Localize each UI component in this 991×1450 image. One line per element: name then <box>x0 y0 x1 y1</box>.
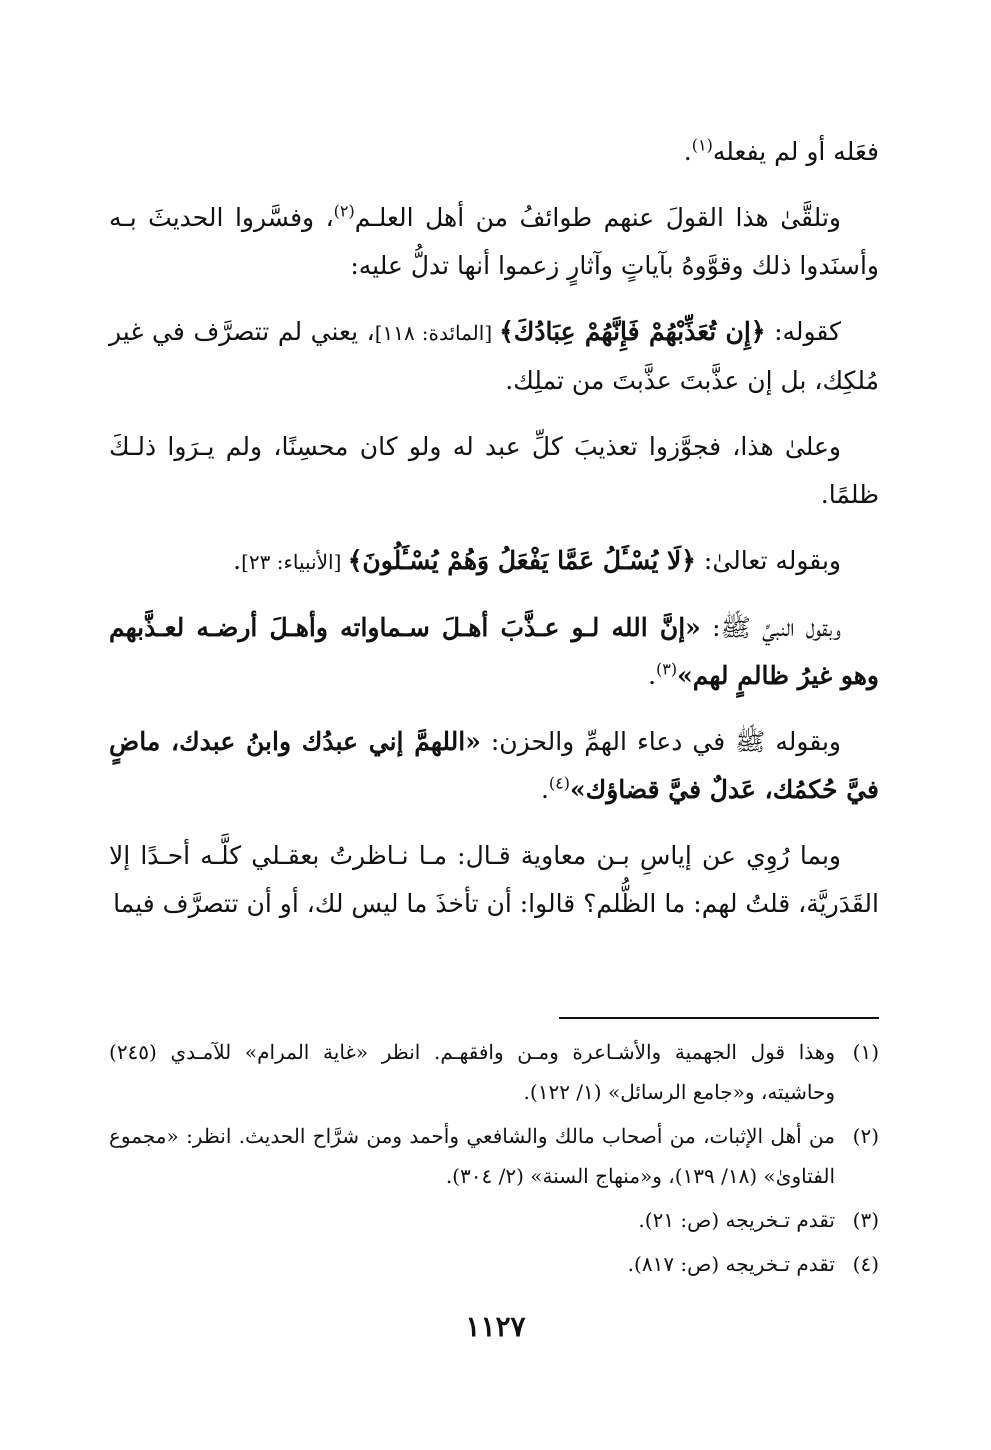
paragraph-7-end: . <box>540 775 549 804</box>
hadith-quote-2: «اللهمَّ إني عبدُك وابنُ عبدك، ماضٍ فيَّ حُكمُك، عَدلٌ فيَّ قضاؤك» <box>109 727 879 804</box>
paragraph-1 <box>109 128 879 176</box>
paragraph-2 <box>109 194 879 290</box>
footnote-number: (١) <box>852 1040 879 1064</box>
paragraph-1-end: . <box>683 137 692 166</box>
paragraph-4-text: وعلىٰ هذا، فجوَّزوا تعذيبَ كلِّ عبد له ولو كان محسِنًا، ولم يـرَوا ذلـكَ ظلمًا. <box>109 432 879 509</box>
paragraph-6-text-a: وبقول النبيِّ ﷺ: <box>700 613 842 642</box>
verse-ref-anbiya: [الأنبياء: ٢٣] <box>241 550 348 574</box>
paragraph-8 <box>109 832 879 928</box>
footnote-1 <box>109 1032 879 1112</box>
paragraph-2-text-a: وتلقَّىٰ هذا القولَ عنهم طوائفُ من أهل العلـم <box>354 203 841 232</box>
footnote-number: (٢) <box>852 1124 879 1148</box>
footnote-number: (٤) <box>852 1252 879 1276</box>
paragraph-3 <box>109 308 879 405</box>
paragraph-1-text: فعَله أو لم يفعله <box>712 137 879 166</box>
footnote-3 <box>109 1200 879 1240</box>
paragraph-3-text-a: كقوله: <box>765 317 841 346</box>
hadith-quote-1: «إنَّ الله لـو عـذَّبَ أهـلَ سـماواته وأهـلَ أرضـه لعـذَّبهم وهو غيرُ ظالمٍ لهم» <box>109 613 879 690</box>
quran-verse-anbiya: ﴿لَا يُسْـَٔلُ عَمَّا يَفْعَلُ وَهُمْ يُسْـَٔلُونَ﴾ <box>347 546 696 575</box>
footnote-ref-3: (٣) <box>656 659 678 679</box>
paragraph-3-text-b: ، يعني لم تتصرَّف في غير مُلكِك، بل إن عذَّبتَ عذَّبتَ من تملِك. <box>109 317 879 395</box>
paragraph-7-text-a: وبقوله ﷺ في دعاء الهمِّ والحزن: <box>480 727 842 756</box>
footnote-text: تقدم تـخريجه (ص: ٨١٧). <box>627 1252 835 1276</box>
footnote-ref-4: (٤) <box>548 773 570 793</box>
paragraph-2-text-b: ، وفسَّروا الحديثَ بـه وأسنَدوا ذلك وقوَّوهُ بآياتٍ وآثارٍ زعموا أنها تدلُّ عليه: <box>109 203 879 280</box>
quran-verse-maidah: ﴿إِن تُعَذِّبْهُمْ فَإِنَّهُمْ عِبَادُكَ﴾ <box>499 317 766 346</box>
paragraph-7 <box>109 718 879 814</box>
verse-ref-maidah: [المائدة: ١١٨] <box>374 321 500 345</box>
footnote-ref-2: (٢) <box>333 201 355 221</box>
page-number: ١١٢٧ <box>465 1310 526 1343</box>
footnote-text: وهذا قول الجهمية والأشـاعرة ومـن وافقهـم. انظر «غاية المرام» للآمـدي (٢٤٥) وحاشيته، و«جامع الرسائل» (١/ ١٢٢). <box>109 1040 835 1104</box>
footnote-text: تقدم تـخريجه (ص: ٢١). <box>638 1208 835 1232</box>
footnote-separator <box>559 1017 879 1019</box>
footnote-number: (٣) <box>852 1208 879 1232</box>
paragraph-5 <box>109 537 879 586</box>
footnote-2 <box>109 1116 879 1196</box>
paragraph-5-end: . <box>233 546 242 575</box>
paragraph-4 <box>109 423 879 519</box>
paragraph-5-text-a: وبقوله تعالىٰ: <box>695 546 841 575</box>
paragraph-6-end: . <box>648 661 657 690</box>
footnote-text: من أهل الإثبات، من أصحاب مالك والشافعي وأحمد ومن شرَّاح الحديث. انظر: «مجموع الفتاوىٰ» (١٨/ ١٣٩)، و«منهاج السنة» (٢/ ٣٠٤). <box>109 1124 835 1188</box>
paragraph-8-text: وبما رُوِي عن إياسِ بـن معاوية قـال: مـا نـاظرتُ بعقـلي كلَّـه أحـدًا إلا القَدَريَّة، قلتُ لهم: ما الظُّلم؟ قالوا: أن تأخذَ ما ليس لك، أو أن تتصرَّف فيما <box>109 841 879 918</box>
paragraph-6 <box>109 604 879 700</box>
footnote-4 <box>109 1244 879 1284</box>
footnote-ref-1: (١) <box>691 135 713 155</box>
footnotes <box>109 1032 879 1288</box>
main-text <box>109 128 879 946</box>
